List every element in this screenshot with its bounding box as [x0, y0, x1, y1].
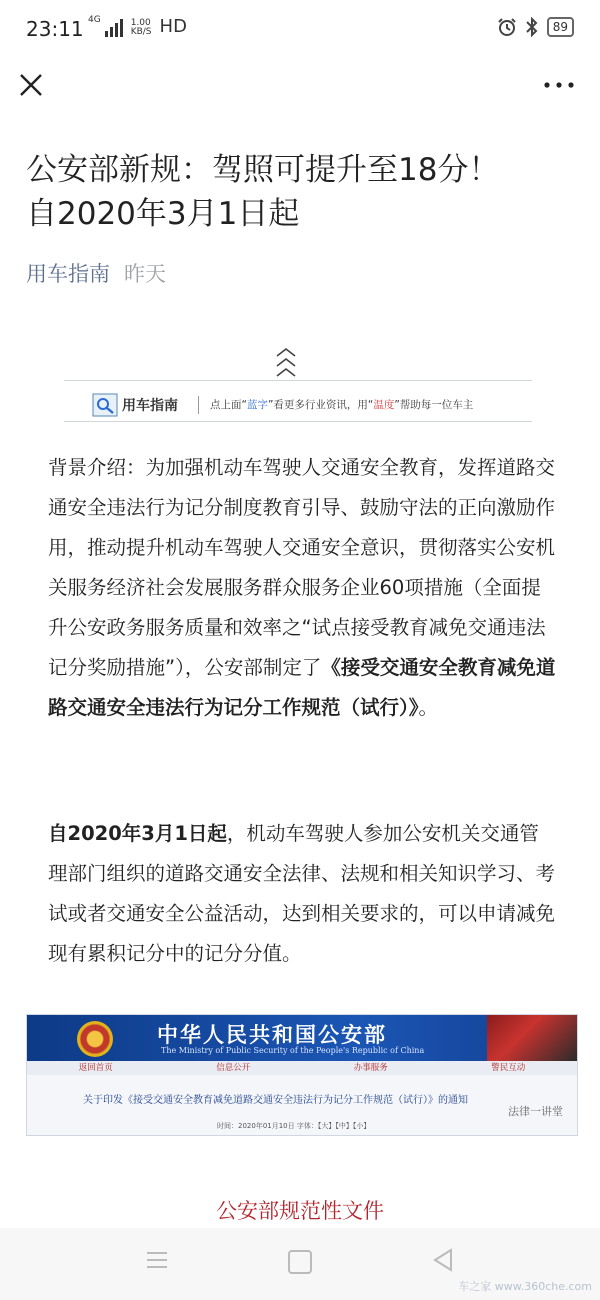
- publish-date: 昨天: [124, 262, 166, 286]
- network-indicator: [88, 16, 187, 37]
- police-emblem-icon: [77, 1021, 113, 1057]
- back-icon[interactable]: [432, 1248, 454, 1272]
- mps-nav-item: 返回首页: [78, 1063, 113, 1073]
- system-nav-bar: [0, 1228, 600, 1300]
- mps-nav-item: 信息公开: [216, 1063, 251, 1073]
- bluetooth-icon: [525, 17, 539, 37]
- p2-text: ，机动车驾驶人参加公安机关交通管理部门组织的道路交通安全法律、法规和相关知识学习、考试或者交通安全公益活动，达到相关要求的，可以申请减免现有累积记分中的记分分值。: [48, 822, 556, 965]
- flag-graphic: [487, 1015, 577, 1061]
- p2-bold: 自2020年3月1日起: [48, 822, 227, 845]
- banner-account-name[interactable]: 用车指南: [122, 398, 178, 414]
- alarm-icon: [497, 17, 517, 37]
- p1-bold: 《接受交通安全教育减免道路交通安全违法行为记分工作规范（试行）》: [48, 656, 556, 719]
- tip-suffix: ”帮助每一位车主: [394, 399, 474, 411]
- mps-nav-item: 警民互动: [491, 1063, 526, 1073]
- tip-prefix: 点上面“: [210, 399, 247, 411]
- status-right: [497, 17, 574, 37]
- title-line-2: 自2020年3月1日起: [26, 196, 300, 232]
- tip-red: 温度: [373, 399, 395, 411]
- article-title: [26, 148, 576, 236]
- paragraph-background: [48, 448, 558, 728]
- mps-header: [27, 1015, 577, 1061]
- mps-nav: [27, 1061, 577, 1075]
- banner-tip: [210, 397, 473, 412]
- mps-date-line: 时间：2020年01月10日 字体：【大】【中】【小】: [217, 1122, 371, 1130]
- home-icon[interactable]: [288, 1250, 312, 1274]
- search-logo-icon: [92, 393, 118, 417]
- network-type: 4G: [88, 15, 101, 25]
- chevron-up-icon: [274, 346, 298, 382]
- more-options-icon[interactable]: [542, 72, 576, 98]
- mps-notice-title: 关于印发《接受交通安全教育减免道路交通安全违法行为记分工作规范（试行）》的通知: [83, 1095, 468, 1106]
- speed-unit: KB/S: [130, 27, 152, 37]
- article-meta: [26, 258, 166, 288]
- signal-icon: [105, 19, 123, 37]
- speed-value: 1.00: [130, 18, 151, 28]
- banner-bottom-divider: [64, 421, 532, 422]
- mps-watermark: 法律一讲堂: [508, 1105, 563, 1118]
- hd-indicator: HD: [159, 16, 187, 37]
- battery-icon: 89: [547, 17, 574, 37]
- p1-end: 。: [418, 696, 439, 719]
- p1-text: 背景介绍：为加强机动车驾驶人交通安全教育，发挥道路交通安全违法行为记分制度教育引导、鼓励守法的正向激励作用，推动提升机动车驾驶人交通安全意识，贯彻落实公安机关服务经济社会发展服务群众服务企业60项措施（全面提升公安政务服务质量和效率之“试点接受教育减免交通违法记分奖励措施”），公安部制定了: [48, 456, 556, 679]
- mps-subtitle: The Ministry of Public Security of the People's Republic of China: [161, 1046, 425, 1055]
- image-caption: 公安部规范性文件: [216, 1199, 384, 1223]
- menu-icon[interactable]: [146, 1250, 168, 1270]
- status-time: 23:11: [26, 17, 84, 41]
- mps-nav-item: 办事服务: [353, 1063, 388, 1073]
- mps-title: 中华人民共和国公安部: [157, 1023, 387, 1047]
- mps-website-image[interactable]: [26, 1014, 578, 1136]
- tip-mid: ”看更多行业资讯，用“: [267, 399, 374, 411]
- status-bar: [0, 0, 600, 60]
- banner-top-divider: [64, 380, 532, 381]
- author-link[interactable]: 用车指南: [26, 262, 110, 286]
- tip-blue: 蓝字: [246, 399, 268, 411]
- site-watermark: 车之家 www.360che.com: [458, 1280, 592, 1293]
- paragraph-effective-date: [48, 814, 558, 974]
- close-icon[interactable]: [18, 72, 44, 98]
- title-line-1: 公安部新规：驾照可提升至18分！: [26, 152, 500, 188]
- top-bar: [0, 60, 600, 108]
- network-speed: [131, 19, 152, 37]
- banner-separator: [198, 396, 199, 414]
